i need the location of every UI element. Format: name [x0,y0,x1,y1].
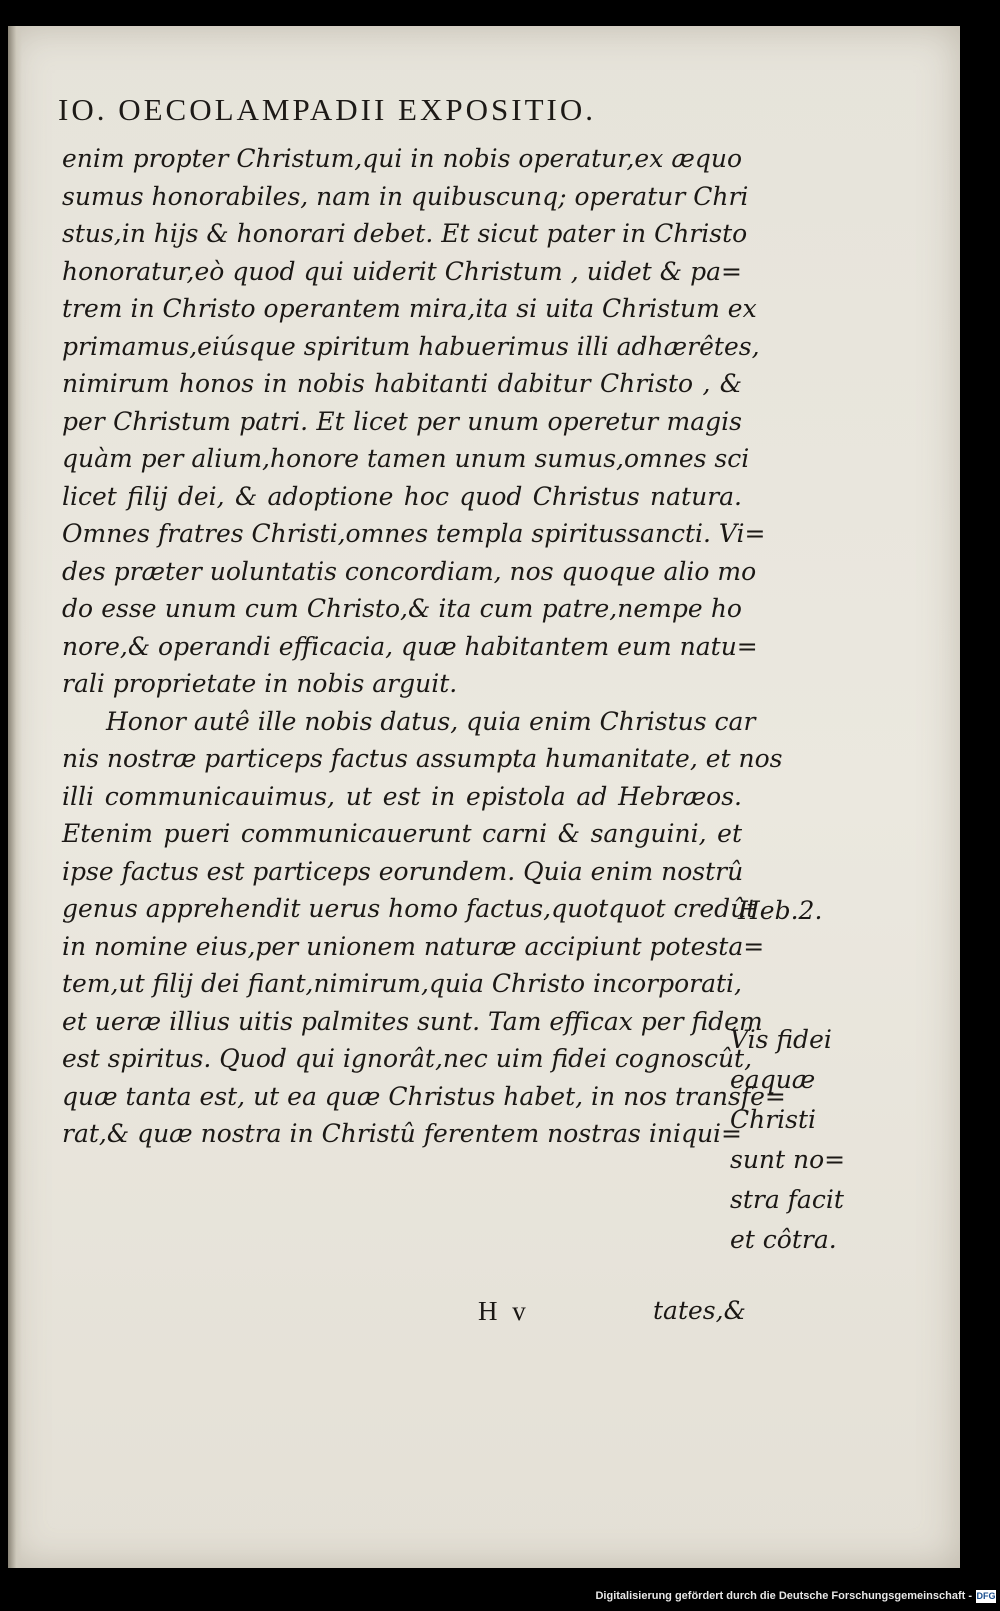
margin-note-line: Vis fidei [730,1025,832,1054]
text-line: in nomine eius,per unionem naturæ accipiunt potesta= [62,931,765,961]
signature-mark: H v [478,1296,530,1326]
catchword: tates,& [653,1296,746,1325]
text-line: licet filij dei, & adoptione hoc quod Christus natura. [62,481,742,511]
margin-note-line: Christi [730,1105,817,1134]
text-line: per Christum patri. Et licet per unum operetur magis [62,406,742,436]
text-line: honoratur,eò quod qui uiderit Christum , uidet & pa= [62,256,742,286]
text-line: ipse factus est particeps eorundem. Quia enim nostrû [62,856,744,886]
text-line: primamus,eiúsque spiritum habuerimus illi adhærêtes, [62,331,760,361]
text-line: des præter uoluntatis concordiam, nos quoque alio mo [62,556,757,586]
digitization-credit: Digitalisierung gefördert durch die Deutsche Forschungsgemeinschaft - [595,1590,972,1602]
text-line: et ueræ illius uitis palmites sunt. Tam efficax per fidem [62,1006,763,1036]
dfg-logo-icon: DFG [976,1591,996,1601]
margin-note-line: et côtra. [730,1225,837,1254]
text-line: do esse unum cum Christo,& ita cum patre,nempe ho [62,594,742,623]
text-line: est spiritus. Quod qui ignorât,nec uim fidei cognoscût, [62,1044,753,1073]
text-line: enim propter Christum,qui in nobis operatur,ex æquo [62,144,742,173]
margin-note-line: eaquæ [730,1065,816,1094]
margin-note-fides [730,1020,845,1260]
text-line: rali proprietate in nobis arguit. [62,669,458,698]
text-line: genus apprehendit uerus homo factus,quotquot credût [62,894,757,923]
text-line: illi communicauimus, ut est in epistola ad Hebræos. [62,781,742,811]
text-line: nore,& operandi efficacia, quæ habitantem eum natu= [62,631,758,661]
margin-note-heb: Heb.2. [738,896,823,925]
page-gutter-shadow [8,26,22,1568]
text-line: tem,ut filij dei fiant,nimirum,quia Christo incorporati, [62,969,742,998]
text-line: Omnes fratres Christi,omnes templa spiritussancti. Vi= [62,519,766,548]
text-line: trem in Christo operantem mira,ita si uita Christum ex [62,294,757,323]
margin-note-line: sunt no= [730,1145,846,1174]
text-line: Honor autê ille nobis datus, quia enim Christus car [106,706,756,736]
running-title: IO. OECOLAMPADII EXPOSITIO. [58,92,596,127]
text-line: nimirum honos in nobis habitanti dabitur Christo , & [62,369,742,398]
text-line: Etenim pueri communicauerunt carni & sanguini, et [62,819,742,848]
text-line: sumus honorabiles, nam in quibuscunq; operatur Chri [62,181,749,211]
text-line: rat,& quæ nostra in Christû ferentem nostras iniqui= [62,1119,742,1148]
text-line: quàm per alium,honore tamen unum sumus,omnes sci [62,444,750,473]
margin-note-line: stra facit [730,1185,844,1214]
text-line: quæ tanta est, ut ea quæ Christus habet, in nos transfe= [62,1081,786,1111]
text-line: stus,in hijs & honorari debet. Et sicut pater in Christo [62,219,748,248]
text-line: nis nostræ particeps factus assumpta humanitate, et nos [62,744,783,773]
